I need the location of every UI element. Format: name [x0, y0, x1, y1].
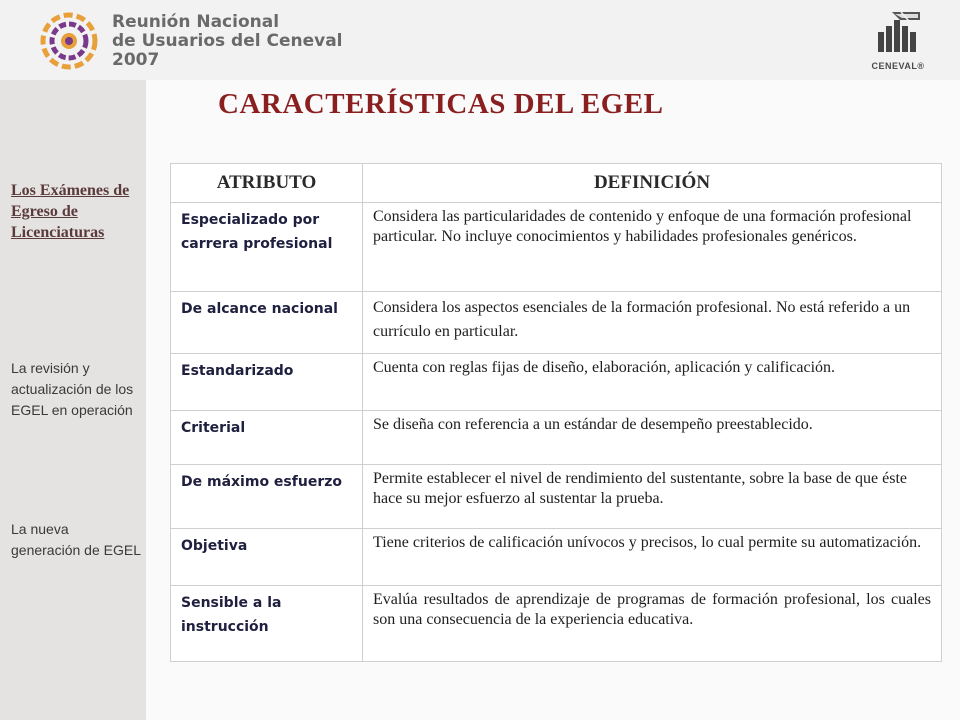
attribute-cell: Sensible a la instrucción	[171, 586, 363, 662]
event-emblem-icon	[40, 12, 98, 70]
definition-cell: Tiene criterios de calificación unívocos y precisos, lo cual permite su automatización.	[363, 529, 942, 586]
definition-cell: Cuenta con reglas fijas de diseño, elaboración, aplicación y calificación.	[363, 354, 942, 411]
attribute-cell: De máximo esfuerzo	[171, 465, 363, 529]
sidebar-link-egel-licenciaturas[interactable]: Los Exámenes de Egreso de Licenciaturas	[11, 182, 130, 241]
ceneval-logo	[866, 10, 930, 71]
table-row	[171, 354, 942, 411]
ceneval-cube-icon	[875, 10, 921, 54]
table-row	[171, 529, 942, 586]
table-row	[171, 586, 942, 662]
table-row	[171, 465, 942, 529]
header-bar	[0, 0, 960, 80]
definition-cell: Considera los aspectos esenciales de la formación profesional. No está referido a un currículo en particular.	[363, 292, 942, 354]
egel-characteristics-table	[170, 163, 942, 662]
event-title	[112, 13, 343, 70]
sidebar	[0, 80, 146, 720]
sidebar-item-revision-egel[interactable]: La revisión y actualización de los EGEL en operación	[11, 360, 134, 418]
attribute-cell: Especializado por carrera profesional	[171, 203, 363, 292]
page-title: CARACTERÍSTICAS DEL EGEL	[218, 88, 664, 120]
column-header-attribute: ATRIBUTO	[171, 164, 363, 203]
table-row	[171, 203, 942, 292]
definition-cell: Se diseña con referencia a un estándar de desempeño preestablecido.	[363, 411, 942, 465]
table-row	[171, 411, 942, 465]
attribute-cell: Objetiva	[171, 529, 363, 586]
event-title-line-1: Reunión Nacional	[112, 11, 280, 32]
definition-cell: Considera las particularidades de contenido y enfoque de una formación profesional particular. No incluye conocimientos y habilidades profesionales genéricos.	[363, 203, 942, 292]
attribute-cell: Estandarizado	[171, 354, 363, 411]
ceneval-label: CENEVAL®	[871, 61, 925, 71]
definition-cell: Evalúa resultados de aprendizaje de programas de formación profesional, los cuales son una consecuencia de la experiencia educativa.	[363, 586, 942, 662]
attribute-cell: De alcance nacional	[171, 292, 363, 354]
table-row	[171, 292, 942, 354]
column-header-definition: DEFINICIÓN	[363, 164, 942, 203]
sidebar-item-nueva-generacion[interactable]: La nueva generación de EGEL	[11, 521, 141, 558]
event-logo	[40, 12, 343, 70]
event-title-line-3: 2007	[112, 49, 160, 70]
attribute-cell: Criterial	[171, 411, 363, 465]
event-title-line-2: de Usuarios del Ceneval	[112, 30, 343, 51]
definition-cell: Permite establecer el nivel de rendimiento del sustentante, sobre la base de que éste hace su mejor esfuerzo al sustentar la prueba.	[363, 465, 942, 529]
table-header-row	[171, 164, 942, 203]
